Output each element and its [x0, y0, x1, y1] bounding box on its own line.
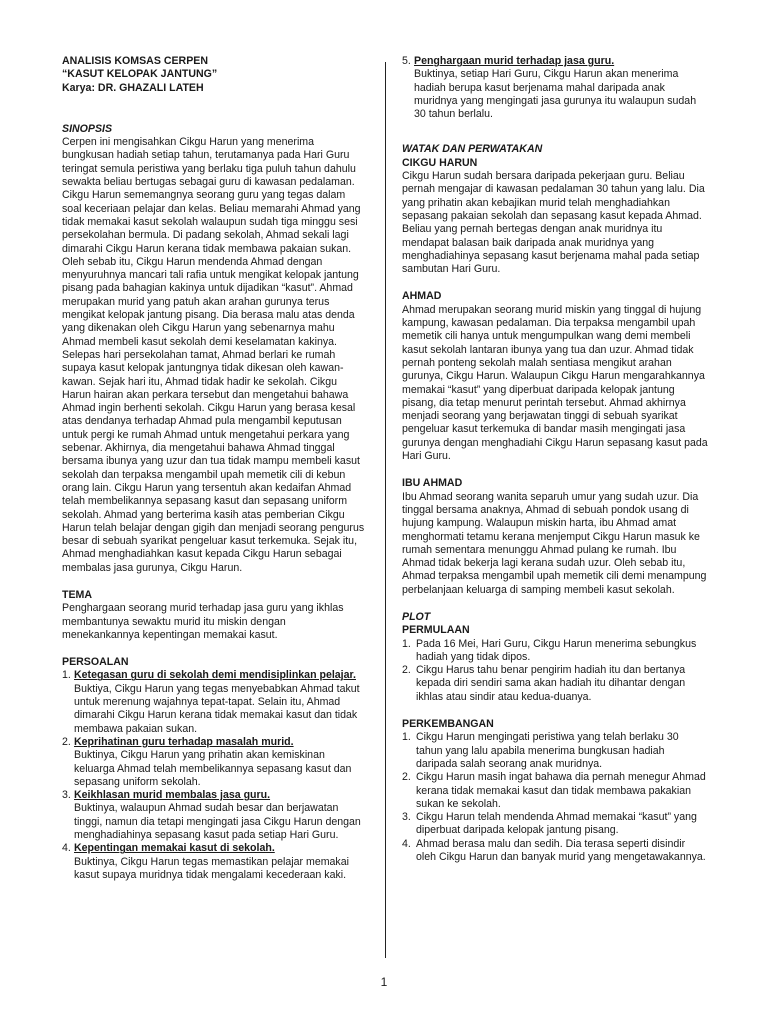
- character-description: Ibu Ahmad seorang wanita separuh umur yang sudah uzur. Dia tinggal bersama anaknya, Ahmad di sebuah pondok usang di hujung kampung. Walaupun miskin harta, ibu Ahmad amat menghormati tetamu kerana menjemput Cikgu Harun masuk ke rumah sementara menunggu Ahmad pulang ke rumah. Ibu Ahmad tidak bekerja lagi kerana sudah uzur. Oleh sebab itu, Ahmad terpaksa mengambil upah memetik cili demi menampung perbelanjaan keluarga di samping membeli kasut sekolah.: [402, 490, 707, 596]
- plot-heading: PLOT: [402, 610, 431, 623]
- list-number: 3.: [402, 811, 411, 824]
- persoalan-item: [62, 842, 366, 882]
- list-number: 4.: [402, 837, 411, 850]
- plot-item-text: Cikgu Harun telah mendenda Ahmad memakai “kasut” yang diperbuat daripada kelopak jantung pisang.: [416, 811, 697, 837]
- persoalan-item-body: Buktiya, Cikgu Harun yang tegas menyebabkan Ahmad takut untuk merenung wajahnya tepat-tapat. Selain itu, Ahmad dimarahi Cikgu Harun kerana tidak memakai kasut dan tidak membawa pakaian sukan.: [74, 682, 360, 735]
- list-number: 1.: [402, 731, 411, 744]
- persoalan-item: [62, 736, 366, 789]
- plot-item-text: Ahmad berasa malu dan sedih. Dia terasa seperti disindir oleh Cikgu Harun dan banyak murid yang mengetawakannya.: [416, 837, 706, 864]
- perkembangan-heading: PERKEMBANGAN: [402, 718, 494, 731]
- list-number: 2.: [402, 771, 411, 784]
- right-column: [402, 55, 708, 864]
- persoalan-item-heading: Keikhlasan murid membalas jasa guru.: [74, 789, 271, 802]
- sinopsis-text: Cerpen ini mengisahkan Cikgu Harun yang menerima bungkusan hadiah setiap tahun, terutamanya pada Hari Guru teringat semula peristiwa yang berlaku tiga puluh tahun dahulu sewakta beliau bertugas sebagai guru di kawasan pedalaman. Cikgu Harun sememangnya seorang guru yang tegas dalam soal keceriaan pelajar dan kelas. Beliau memarahi Ahmad yang tidak memakai kasut sekolah walaupun sudah tiga minggu sesi persekolahan bermula. Di padang sekolah, Ahmad sekali lagi dimarahi Cikgu Harun kerana tidak membawa pakaian sukan. Oleh sebab itu, Cikgu Harun mendenda Ahmad dengan menyuruhnya mancari tali rafia untuk mengikat kelopak jantung pisang pada bahagian kakinya untuk dijadikan “kasut”. Ahmad merupakan murid yang patuh akan arahan gurunya terus mengikat kelopak jantung pisang. Dia berasa malu atas denda yang dikenakan oleh Cikgu Harun yang sebenarnya mahu Ahmad membeli kasut sekolah demi keselamatan kakinya. Selepas hari persekolahan tamat, Ahmad berlari ke rumah supaya kasut kelopak jantungnya tidak dikesan oleh kawan-kawan. Sejak hari itu, Ahmad tidak hadir ke sekolah. Cikgu Harun hairan akan perkara tersebut dan mengetahui bahawa Ahmad ingin berhenti sekolah. Cikgu Harun yang berasa kesal atas dendanya terhadap Ahmad pula mengambil keputusan untuk pergi ke rumah Ahmad untuk mengetahui perkara yang sebenar. Akhirnya, dia mengetahui bahawa Ahmad tinggal bersama ibunya yang uzur dan tua tidak mampu membeli kasut sekolah dan terpaksa mengambil upah memetik cili di kebun orang lain. Cikgu Harun yang tersentuh akan kedaifan Ahmad telah membelikannya sepasang kasut dan sepasang uniform sekolah. Ahmad yang berterima kasih atas pemberian Cikgu Harun telah belajar dengan gigih dan menjadi seorang pengurus besar di sebuah syarikat pengeluar kasut terkemuka. Sejak itu, Ahmad menghadiahkan kasut kepada Cikgu Harun sebagai membalas jasa gurunya, Cikgu Harun.: [62, 136, 365, 574]
- list-number: 5.: [402, 55, 411, 67]
- persoalan-item: [62, 789, 366, 842]
- plot-item-text: Cikgu Harus tahu benar pengirim hadiah itu dan bertanya kepada diri sendiri sama akan hadiah itu dihantar dengan ikhlas atau sindir atau kedua-duanya.: [416, 664, 686, 703]
- list-number: 1.: [62, 669, 71, 682]
- plot-item: [402, 771, 708, 811]
- list-number: 4.: [62, 842, 71, 855]
- list-number: 3.: [62, 789, 71, 802]
- persoalan-heading: PERSOALAN: [62, 656, 129, 669]
- persoalan-item: [402, 55, 708, 121]
- tema-heading: TEMA: [62, 588, 93, 601]
- story-title: “KASUT KELOPAK JANTUNG”: [62, 68, 218, 81]
- permulaan-heading: PERMULAAN: [402, 624, 470, 637]
- column-divider: [385, 62, 386, 958]
- author-line: Karya: DR. GHAZALI LATEH: [62, 81, 204, 94]
- plot-item-text: Cikgu Harun mengingati peristiwa yang telah berlaku 30 tahun yang lalu apabila menerima bungkusan hadiah daripada salah seorang anak muridnya.: [416, 731, 679, 770]
- left-column: [62, 55, 366, 882]
- persoalan-item-body: Buktinya, walaupun Ahmad sudah besar dan berjawatan tinggi, namun dia tetapi mengingati jasa Cikgu Harun dengan menghadiahinya sepasang kasut pada setiap Hari Guru.: [74, 802, 361, 842]
- persoalan-item-heading: Penghargaan murid terhadap jasa guru.: [414, 55, 615, 67]
- watak-heading: WATAK DAN PERWATAKAN: [402, 143, 543, 156]
- permulaan-list: [402, 638, 708, 704]
- character-name: CIKGU HARUN: [402, 156, 478, 169]
- persoalan-item-heading: Kepentingan memakai kasut di sekolah.: [74, 842, 275, 855]
- document-title: ANALISIS KOMSAS CERPEN: [62, 55, 208, 67]
- plot-item-text: Cikgu Harun masih ingat bahawa dia pernah menegur Ahmad kerana tidak memakai kasut dan tidak membawa pakakian sukan ke sekolah.: [416, 771, 706, 810]
- plot-item: [402, 811, 708, 838]
- character-name: AHMAD: [402, 290, 442, 303]
- persoalan-list-continued: [402, 55, 708, 121]
- character-description: Ahmad merupakan seorang murid miskin yang tinggal di hujung kampung, kawasan pedalaman. Dia terpaksa mengambil upah memetik cili hanya untuk mengumpulkan wang demi membeli kasut sekolah lantaran ibunya yang tua dan uzur. Ahmad tidak pernah ponteng sekolah malah sentiasa mengikut arahan gurunya, Cikgu Harun. Walaupun Cikgu Harun mengarahkannya memakai “kasut” yang diperbuat daripada kelopak jantung pisang, dia tetap menurut perintah tersebut. Ahmad akhirnya menjadi seorang yang berjawatan tinggi di sebuah syarikat pengeluar kasut terkemuka di bandar masih mengingati jasa gurunya dengan menghadiahi Cikgu Harun sepasang kasut pada Hari Guru.: [402, 303, 708, 463]
- list-number: 2.: [402, 664, 411, 677]
- plot-item: [402, 731, 708, 771]
- sinopsis-heading: SINOPSIS: [62, 122, 113, 135]
- list-number: 2.: [62, 735, 71, 748]
- persoalan-item-body: Buktinya, Cikgu Harun yang prihatin akan kemiskinan keluarga Ahmad telah membelikannya sepasang kasut dan sepasang uniform sekolah.: [74, 749, 352, 788]
- persoalan-list: [62, 669, 366, 882]
- plot-item: [402, 838, 708, 865]
- persoalan-item-heading: Ketegasan guru di sekolah demi mendisiplinkan pelajar.: [74, 669, 356, 682]
- character-description: Cikgu Harun sudah bersara daripada pekerjaan guru. Beliau pernah mengajar di kawasan pedalaman 30 tahun yang lalu. Dia yang prihatin akan kebajikan murid telah menghadiahkan sepasang pakaian sekolah dan sepasang kasut kepada Ahmad. Beliau yang pernah bertegas dengan anak muridnya itu mendapat balasan baik daripada anak muridnya yang menghadiahinya sepasang kasut berjenama mahal pada setiap sambutan Hari Guru.: [402, 170, 705, 276]
- list-number: 1.: [402, 637, 411, 650]
- plot-item: [402, 638, 708, 665]
- persoalan-item-heading: Keprihatinan guru terhadap masalah murid.: [74, 735, 294, 748]
- persoalan-item-body: Buktinya, Cikgu Harun tegas memastikan pelajar memakai kasut supaya muridnya tidak mengalami kecederaan kaki.: [74, 855, 349, 881]
- tema-text: Penghargaan seorang murid terhadap jasa guru yang ikhlas membantunya sewaktu murid itu miskin dengan menekankannya kepentingan memakai kasut.: [62, 602, 344, 641]
- page-number: 1: [380, 975, 388, 989]
- plot-item-text: Pada 16 Mei, Hari Guru, Cikgu Harun menerima sebungkus hadiah yang tidak dipos.: [416, 637, 697, 663]
- persoalan-item-body: Buktinya, setiap Hari Guru, Cikgu Harun akan menerima hadiah berupa kasut berjenama mahal daripada anak muridnya yang mengingati jasa gurunya itu walaupun sudah 30 tahun berlalu.: [414, 68, 697, 121]
- character-name: IBU AHMAD: [402, 477, 463, 490]
- persoalan-item: [62, 669, 366, 735]
- perkembangan-list: [402, 731, 708, 864]
- plot-item: [402, 664, 708, 704]
